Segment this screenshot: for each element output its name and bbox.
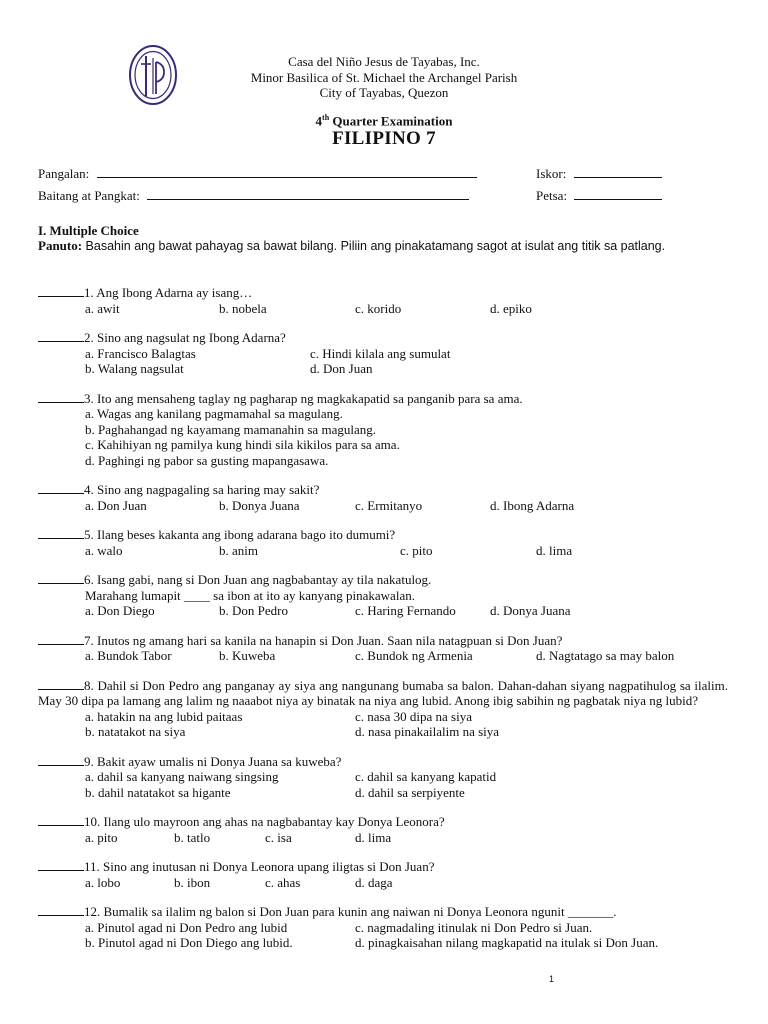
question-6 (38, 572, 728, 619)
option-d: d. Nagtatago sa may balon (536, 648, 675, 663)
parish-name: Minor Basilica of St. Michael the Archangel Parish (250, 69, 518, 85)
answer-blank[interactable] (38, 814, 84, 826)
option-c: c. ahas (265, 874, 301, 890)
option-d: d. dahil sa serpiyente (355, 784, 465, 800)
name-row (38, 165, 678, 182)
option-b: b. tatlo (174, 829, 211, 845)
option-a: a. pito (85, 829, 118, 845)
option-c: c. nagmadaling itinulak ni Don Pedro si Juan. (355, 919, 593, 935)
iskor-field[interactable] (574, 165, 662, 178)
section-title: I. Multiple Choice (38, 223, 139, 238)
option-d: d. lima (355, 829, 392, 845)
petsa-group (536, 187, 662, 204)
question-stem: 4. Sino ang nagpagaling sa haring may sakit? (84, 482, 320, 497)
question-9 (38, 754, 728, 801)
option-b: b. nobela (219, 300, 267, 316)
option-b: b. Kuweba (219, 648, 276, 663)
option-c: c. Hindi kilala ang sumulat (310, 345, 451, 361)
panuto-text: Basahin ang bawat pahayag sa bawat bilang. Piliin ang pinakatamang sagot at isulat ang titik sa patlang. (85, 239, 666, 253)
exam-title (0, 113, 768, 129)
option-c: c. nasa 30 dipa na siya (355, 708, 472, 724)
answer-blank[interactable] (38, 330, 84, 342)
option-b: b. natatakot na siya (85, 724, 186, 739)
question-stem: 2. Sino ang nagsulat ng Ibong Adarna? (84, 330, 286, 345)
option-c: c. dahil sa kanyang kapatid (355, 769, 497, 784)
option-c: c. Bundok ng Armenia (355, 648, 473, 663)
question-7 (38, 633, 728, 664)
answer-blank[interactable] (38, 527, 84, 539)
question-stem: 7. Inutos ng amang hari sa kanila na hanapin si Don Juan. Saan nila natagpuan si Don Juan? (84, 632, 563, 648)
option-d: d. Don Juan (310, 361, 373, 376)
answer-blank[interactable] (38, 391, 84, 403)
question-stem: 10. Ilang ulo mayroon ang ahas na nagbabantay kay Donya Leonora? (84, 814, 445, 829)
option-a: a. walo (85, 542, 123, 558)
pangalan-label: Pangalan: (38, 166, 90, 181)
question-stem: 9. Bakit ayaw umalis ni Donya Juana sa kuweba? (84, 753, 342, 769)
question-12 (38, 904, 728, 951)
answer-blank[interactable] (38, 754, 84, 766)
answer-blank[interactable] (38, 904, 84, 916)
exam-title-text: Quarter Examination (332, 113, 453, 129)
quarter-suffix: th (322, 113, 330, 122)
answer-blank[interactable] (38, 859, 84, 871)
option-d: d. epiko (490, 300, 532, 316)
option-c: c. Kahihiyan ng pamilya kung hindi sila kikilos para sa ama. (85, 437, 400, 452)
option-b: b. anim (219, 542, 258, 558)
iskor-label: Iskor: (536, 166, 567, 181)
option-d: d. lima (536, 542, 573, 558)
option-c: c. Ermitanyo (355, 497, 423, 513)
question-stem: 12. Bumalik sa ilalim ng balon si Don Juan para kunin ang naiwan ni Donya Leonora ngunit _______. (84, 904, 617, 919)
baitang-label: Baitang at Pangkat: (38, 188, 140, 203)
panuto-label: Panuto: (38, 238, 83, 253)
option-a: a. Wagas ang kanilang pagmamahal sa magulang. (85, 406, 343, 421)
option-d: d. Ibong Adarna (490, 497, 575, 513)
option-c: c. Haring Fernando (355, 603, 456, 618)
question-stem-continued: Marahang lumapit ____ sa ibon at ito ay kanyang pinakawalan. (85, 587, 415, 603)
answer-blank[interactable] (38, 285, 84, 297)
option-b: b. Don Pedro (219, 603, 288, 618)
answer-blank[interactable] (38, 572, 84, 584)
question-5 (38, 527, 728, 558)
quarter-number: 4 (315, 113, 323, 129)
question-10 (38, 814, 728, 845)
option-a: a. hatakin na ang lubid paitaas (85, 708, 243, 724)
option-b: b. Paghahangad ng kayamang mamanahin sa magulang. (85, 421, 376, 437)
option-b: b. Donya Juana (219, 497, 300, 513)
question-2 (38, 330, 728, 377)
option-a: a. dahil sa kanyang naiwang singsing (85, 769, 279, 784)
question-3 (38, 391, 728, 469)
question-list (38, 285, 728, 965)
instructions (38, 238, 665, 254)
baitang-field[interactable] (147, 187, 469, 200)
question-stem: 6. Isang gabi, nang si Don Juan ang nagbabantay ay tila nakatulog. (84, 572, 432, 587)
question-8 (38, 678, 728, 740)
question-1 (38, 285, 728, 316)
question-4 (38, 482, 728, 513)
grade-row (38, 187, 678, 204)
option-a: a. Bundok Tabor (85, 648, 172, 663)
option-a: a. Pinutol agad ni Don Pedro ang lubid (85, 919, 288, 935)
answer-blank[interactable] (38, 633, 84, 645)
pangalan-field[interactable] (97, 165, 477, 178)
iskor-group (536, 165, 662, 182)
option-d: d. Paghingi ng pabor sa gusting mapangasawa. (85, 452, 329, 468)
option-c: c. isa (265, 829, 292, 845)
option-b: b. Pinutol agad ni Don Diego ang lubid. (85, 935, 293, 950)
option-d: d. nasa pinakailalim na siya (355, 724, 500, 739)
school-header (0, 54, 768, 101)
option-d: d. pinagkaisahan nilang magkapatid na itulak si Don Juan. (355, 935, 659, 950)
petsa-field[interactable] (574, 187, 662, 200)
question-stem: 3. Ito ang mensaheng taglay ng pagharap ng magkakapatid sa panganib para sa ama. (84, 390, 523, 406)
question-stem: 1. Ang Ibong Adarna ay isang… (84, 285, 253, 300)
page-number: 1 (549, 974, 555, 984)
option-c: c. pito (400, 542, 433, 558)
option-b: b. dahil natatakot sa higante (85, 784, 231, 800)
question-stem: 5. Ilang beses kakanta ang ibong adarana bago ito dumumi? (84, 527, 396, 542)
option-a: a. awit (85, 300, 120, 316)
subject-title: FILIPINO 7 (332, 128, 436, 149)
option-d: d. Donya Juana (490, 603, 571, 618)
option-a: a. lobo (85, 874, 121, 890)
answer-blank[interactable] (38, 482, 84, 494)
question-stem: 8. Dahil si Don Pedro ang panganay ay siya ang nangunang bumaba sa balon. Dahan-dahan siyang nagpatihulog sa ilalim. May 30 dipa pa lamang ang lalim ng naaabot niya ay binatak na niya ang lubid. Anong ibig sabihin ng pagbatak niya ng lubid? (38, 677, 728, 708)
option-d: d. daga (355, 874, 393, 890)
option-c: c. korido (355, 300, 402, 316)
option-a: a. Don Juan (85, 497, 147, 513)
option-b: b. Walang nagsulat (85, 361, 184, 376)
city-name: City of Tayabas, Quezon (319, 85, 449, 100)
option-a: a. Francisco Balagtas (85, 345, 196, 361)
option-a: a. Don Diego (85, 603, 155, 618)
option-b: b. ibon (174, 874, 211, 890)
petsa-label: Petsa: (536, 188, 568, 203)
question-11 (38, 859, 728, 890)
question-stem: 11. Sino ang inutusan ni Donya Leonora upang iligtas si Don Juan? (84, 859, 435, 874)
answer-blank[interactable] (38, 678, 84, 690)
school-name: Casa del Niño Jesus de Tayabas, Inc. (288, 54, 480, 69)
